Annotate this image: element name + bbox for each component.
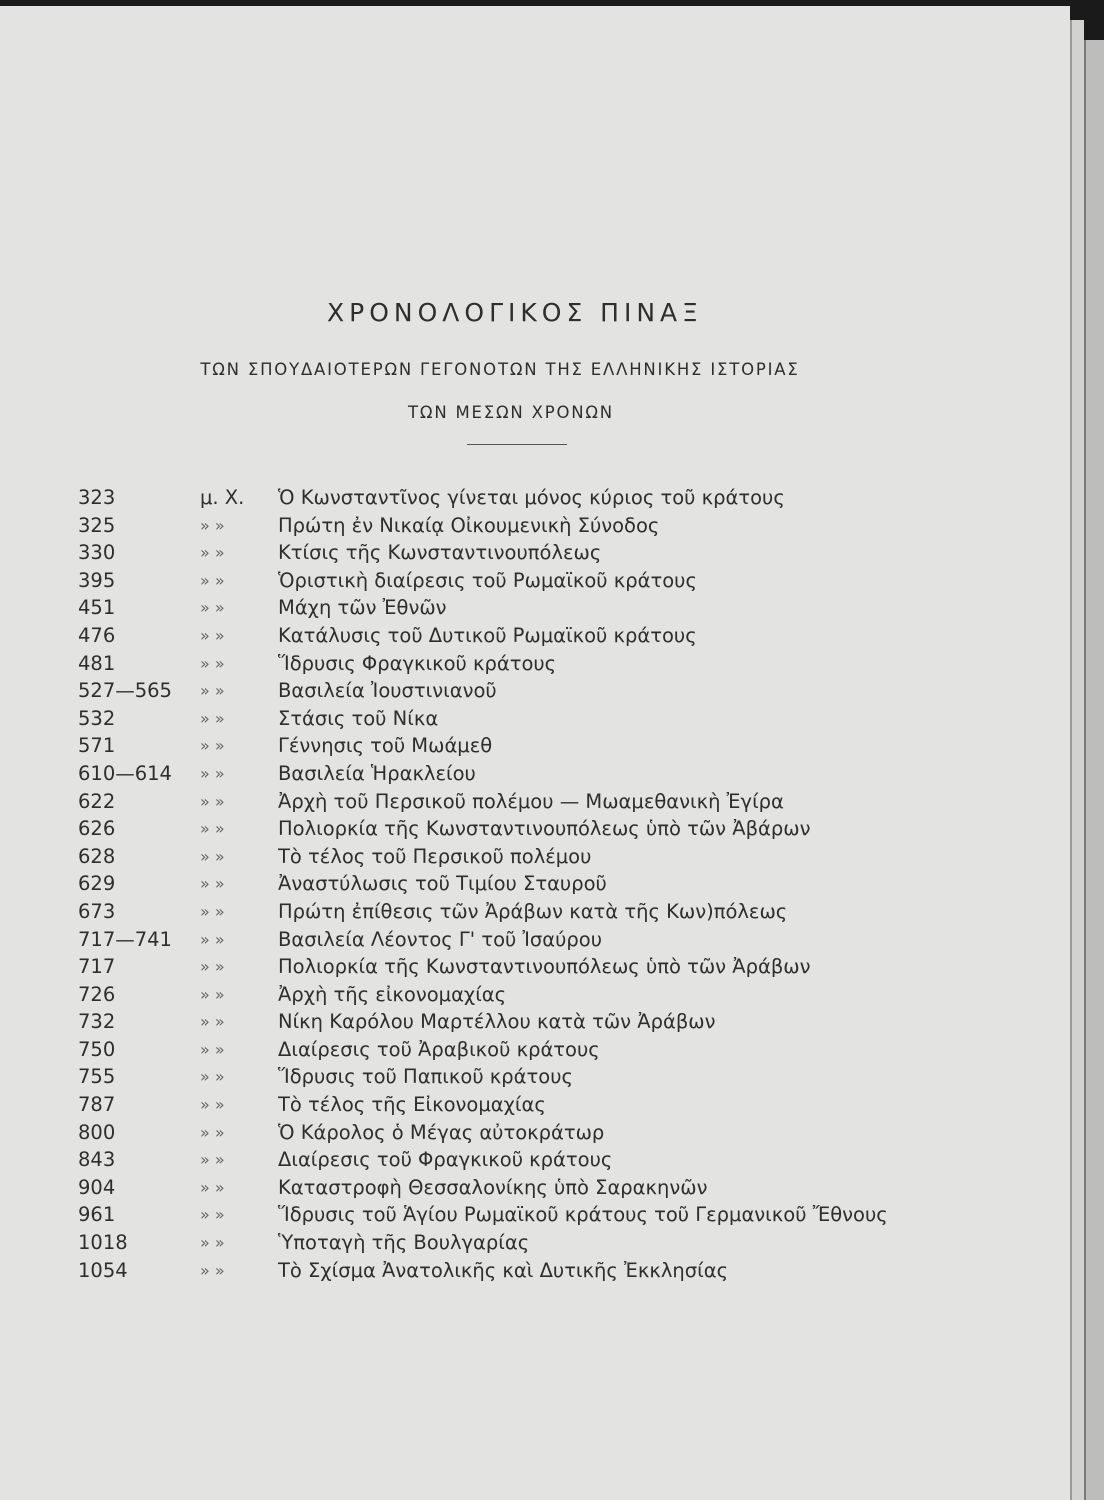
entry-event: Ἵδρυσις Φραγκικοῦ κράτους — [278, 651, 557, 675]
entry-event: Ἵδρυσις τοῦ Παπικοῦ κράτους — [278, 1065, 573, 1089]
chronology-entry — [78, 732, 958, 760]
entry-era: » » — [200, 763, 225, 783]
chronology-entry — [78, 539, 958, 567]
entry-year: 717 — [78, 955, 116, 979]
entry-era: » » — [200, 1260, 225, 1280]
entry-event: Νίκη Καρόλου Μαρτέλλου κατὰ τῶν Ἀράβων — [278, 1010, 716, 1034]
entry-era: » » — [200, 1150, 225, 1170]
chronology-entry — [78, 1036, 958, 1064]
entry-year: 610—614 — [78, 761, 172, 785]
chronology-entry — [78, 650, 958, 678]
entry-year: 527—565 — [78, 679, 172, 703]
chronology-entry — [78, 981, 958, 1009]
entry-year: 755 — [78, 1065, 116, 1089]
chronology-entry — [78, 512, 958, 540]
entry-event: Ὑποταγὴ τῆς Βουλγαρίας — [278, 1231, 530, 1255]
entry-year: 961 — [78, 1203, 116, 1227]
entry-era: » » — [200, 653, 225, 673]
chronology-entry — [78, 594, 958, 622]
subtitle-line-1: ΤΩΝ ΣΠΟΥΔΑΙΟΤΕΡΩΝ ΓΕΓΟΝΟΤΩΝ ΤΗΣ ΕΛΛΗΝΙΚΗΣ ΙΣΤΟΡΙΑΣ — [200, 360, 800, 379]
chronology-entry — [78, 705, 958, 733]
entry-event: Πρώτη ἐπίθεσις τῶν Ἀράβων κατὰ τῆς Κων)πόλεως — [278, 899, 788, 923]
entry-era: » » — [200, 1067, 225, 1087]
chronology-entry — [78, 1174, 958, 1202]
entry-event: Διαίρεσις τοῦ Ἀραβικοῦ κράτους — [278, 1037, 600, 1061]
entry-year: 673 — [78, 899, 116, 923]
entry-year: 726 — [78, 982, 116, 1006]
entry-year: 904 — [78, 1175, 116, 1199]
entry-event: Πολιορκία τῆς Κωνσταντινουπόλεως ὑπὸ τῶν Ἀβάρων — [278, 817, 811, 841]
chronology-entry — [78, 788, 958, 816]
subtitle-line-2: ΤΩΝ ΜΕΣΩΝ ΧΡΟΝΩΝ — [408, 403, 614, 422]
entry-era: » » — [200, 515, 225, 535]
entry-event: Ὁριστικὴ διαίρεσις τοῦ Ρωμαϊκοῦ κράτους — [278, 568, 697, 592]
entry-era: » » — [200, 846, 225, 866]
entry-event: Ἀναστύλωσις τοῦ Τιμίου Σταυροῦ — [278, 872, 607, 896]
entry-year: 1018 — [78, 1231, 128, 1255]
entry-event: Πολιορκία τῆς Κωνσταντινουπόλεως ὑπὸ τῶν Ἀράβων — [278, 955, 811, 979]
entry-era: » » — [200, 1177, 225, 1197]
entry-event: Τὸ τέλος τοῦ Περσικοῦ πολέμου — [278, 844, 592, 868]
entry-year: 732 — [78, 1010, 116, 1034]
chronology-entry — [78, 926, 958, 954]
entry-event: Βασιλεία Ἡρακλείου — [278, 761, 476, 785]
entry-year: 571 — [78, 734, 116, 758]
chronology-entry — [78, 1257, 958, 1285]
entry-year: 532 — [78, 706, 116, 730]
entry-era: » » — [200, 625, 225, 645]
entry-era: » » — [200, 791, 225, 811]
entry-event: Τὸ Σχίσμα Ἀνατολικῆς καὶ Δυτικῆς Ἐκκλησίας — [278, 1258, 729, 1282]
entry-event: Μάχη τῶν Ἐθνῶν — [278, 596, 447, 620]
chronology-entry — [78, 1119, 958, 1147]
chronology-entry — [78, 1008, 958, 1036]
entry-year: 800 — [78, 1120, 116, 1144]
chronology-list — [78, 484, 958, 1284]
page-edge — [1070, 20, 1084, 1500]
entry-year: 330 — [78, 541, 116, 565]
entry-era: » » — [200, 1233, 225, 1253]
chronology-entry — [78, 484, 958, 512]
entry-era: » » — [200, 929, 225, 949]
entry-era: » » — [200, 681, 225, 701]
entry-event: Κατάλυσις τοῦ Δυτικοῦ Ρωμαϊκοῦ κράτους — [278, 623, 697, 647]
entry-year: 481 — [78, 651, 116, 675]
entry-event: Ἵδρυσις τοῦ Ἁγίου Ρωμαϊκοῦ κράτους τοῦ Γερμανικοῦ Ἔθνους — [278, 1203, 888, 1227]
entry-year: 628 — [78, 844, 116, 868]
entry-event: Γέννησις τοῦ Μωάμεθ — [278, 734, 493, 758]
entry-era: μ. Χ. — [200, 486, 245, 509]
entry-event: Ἀρχὴ τοῦ Περσικοῦ πολέμου — Μωαμεθανικὴ Ἐγίρα — [278, 789, 784, 813]
entry-year: 750 — [78, 1037, 116, 1061]
entry-event: Τὸ τέλος τῆς Εἰκονομαχίας — [278, 1093, 546, 1117]
entry-year: 629 — [78, 872, 116, 896]
entry-event: Κτίσις τῆς Κωνσταντινουπόλεως — [278, 541, 602, 565]
entry-event: Στάσις τοῦ Νίκα — [278, 706, 439, 730]
entry-era: » » — [200, 1039, 225, 1059]
entry-year: 717—741 — [78, 927, 172, 951]
entry-era: » » — [200, 1122, 225, 1142]
entry-year: 1054 — [78, 1258, 128, 1282]
title-divider — [467, 444, 567, 445]
chronology-entry — [78, 1091, 958, 1119]
entry-era: » » — [200, 1095, 225, 1115]
chronology-entry — [78, 1146, 958, 1174]
entry-event: Διαίρεσις τοῦ Φραγκικοῦ κράτους — [278, 1148, 613, 1172]
entry-era: » » — [200, 901, 225, 921]
entry-era: » » — [200, 1205, 225, 1225]
chronology-entry — [78, 898, 958, 926]
chronology-entry — [78, 677, 958, 705]
entry-era: » » — [200, 819, 225, 839]
page-stack-edge — [1084, 40, 1104, 1500]
entry-event: Βασιλεία Λέοντος Γ' τοῦ Ἰσαύρου — [278, 927, 603, 951]
book-page — [0, 6, 1070, 1500]
entry-year: 323 — [78, 486, 116, 509]
entry-era: » » — [200, 598, 225, 618]
chronology-entry — [78, 870, 958, 898]
page-title: ΧΡΟΝΟΛΟΓΙΚΟΣ ΠΙΝΑΞ — [327, 298, 703, 327]
entry-event: Ὁ Κάρολος ὁ Μέγας αὐτοκράτωρ — [278, 1120, 605, 1144]
chronology-entry — [78, 1229, 958, 1257]
entry-year: 622 — [78, 789, 116, 813]
entry-event: Ὁ Κωνσταντῖνος γίνεται μόνος κύριος τοῦ κράτους — [278, 486, 785, 509]
entry-year: 843 — [78, 1148, 116, 1172]
entry-event: Ἀρχὴ τῆς εἰκονομαχίας — [278, 982, 507, 1006]
entry-era: » » — [200, 1012, 225, 1032]
entry-year: 395 — [78, 568, 116, 592]
entry-era: » » — [200, 736, 225, 756]
entry-era: » » — [200, 957, 225, 977]
entry-event: Πρώτη ἐν Νικαίᾳ Οἰκουμενικὴ Σύνοδος — [278, 513, 660, 537]
entry-year: 325 — [78, 513, 116, 537]
entry-year: 451 — [78, 596, 116, 620]
chronology-entry — [78, 622, 958, 650]
entry-year: 787 — [78, 1093, 116, 1117]
chronology-entry — [78, 567, 958, 595]
entry-event: Βασιλεία Ἰουστινιανοῦ — [278, 679, 497, 703]
entry-era: » » — [200, 543, 225, 563]
entry-era: » » — [200, 570, 225, 590]
chronology-entry — [78, 815, 958, 843]
entry-year: 626 — [78, 817, 116, 841]
chronology-entry — [78, 843, 958, 871]
chronology-entry — [78, 1201, 958, 1229]
entry-era: » » — [200, 708, 225, 728]
entry-era: » » — [200, 984, 225, 1004]
chronology-entry — [78, 1063, 958, 1091]
entry-era: » » — [200, 874, 225, 894]
chronology-entry — [78, 953, 958, 981]
entry-year: 476 — [78, 623, 116, 647]
chronology-entry — [78, 760, 958, 788]
entry-event: Καταστροφὴ Θεσσαλονίκης ὑπὸ Σαρακηνῶν — [278, 1175, 708, 1199]
